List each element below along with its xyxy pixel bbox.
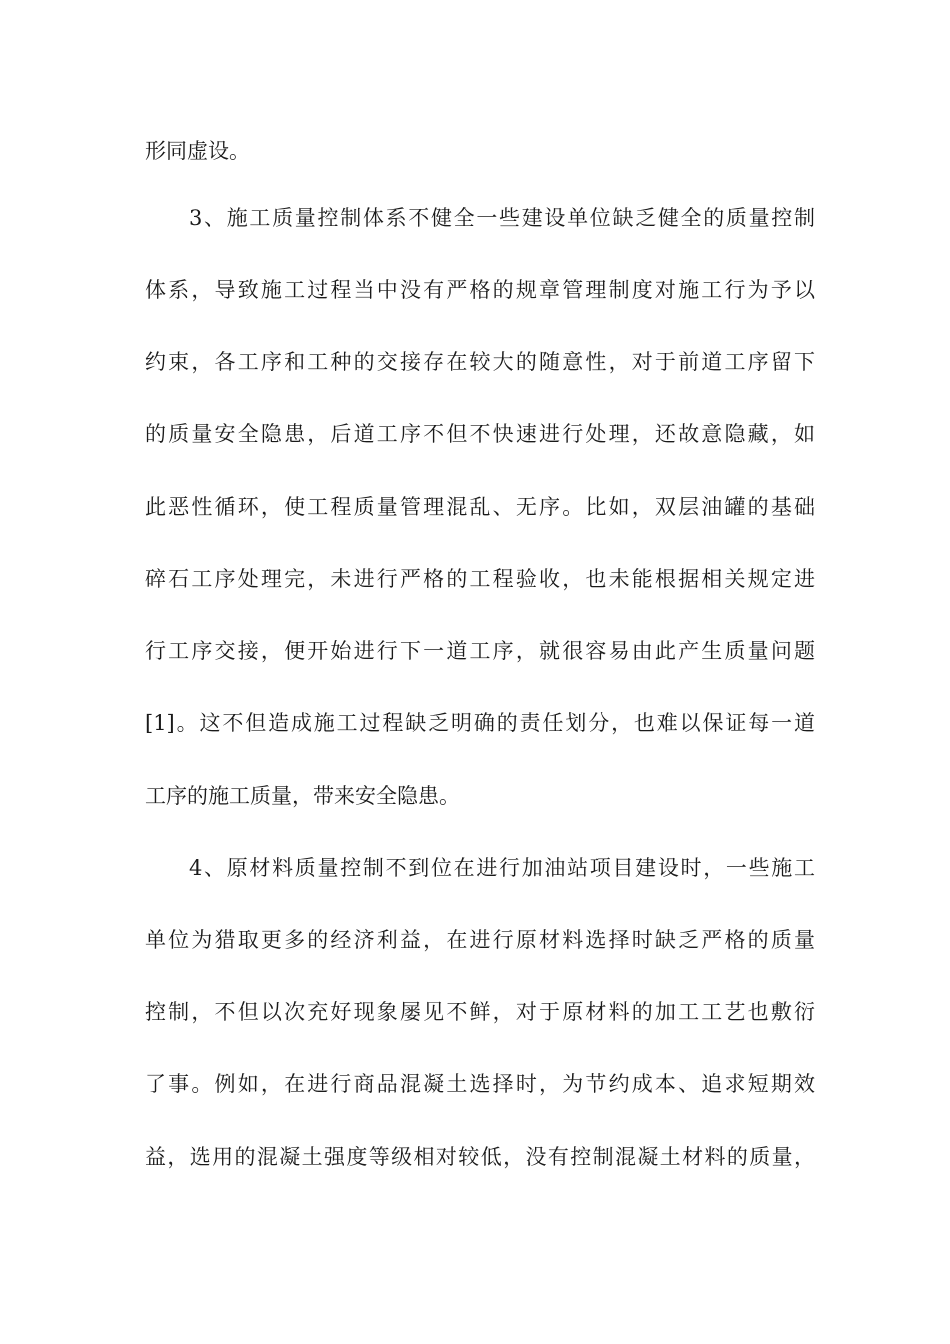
paragraph-heading-4: 4、原材料质量控制不到位在进行加油站项目建设时，一些施工 — [189, 856, 815, 880]
text-line-15: 益，选用的混凝土强度等级相对较低，没有控制混凝土材料的质量， — [145, 1145, 815, 1169]
text-line-5: 的质量安全隐患，后道工序不但不快速进行处理，还故意隐藏，如 — [145, 422, 815, 446]
text-line-1: 形同虚设。 — [145, 139, 250, 163]
text-line-4: 约束，各工序和工种的交接存在较大的随意性，对于前道工序留下 — [145, 350, 815, 374]
text-line-12: 单位为猎取更多的经济利益，在进行原材料选择时缺乏严格的质量 — [145, 928, 815, 952]
text-line-7: 碎石工序处理完，未进行严格的工程验收，也未能根据相关规定进 — [145, 567, 815, 591]
text-line-14: 了事。例如，在进行商品混凝土选择时，为节约成本、追求短期效 — [145, 1072, 815, 1096]
text-line-13: 控制，不但以次充好现象屡见不鲜，对于原材料的加工工艺也敷衍 — [145, 1000, 815, 1024]
text-line-8: 行工序交接，便开始进行下一道工序，就很容易由此产生质量问题 — [145, 639, 815, 663]
text-line-3: 体系，导致施工过程当中没有严格的规章管理制度对施工行为予以 — [145, 278, 815, 302]
text-line-6: 此恶性循环，使工程质量管理混乱、无序。比如，双层油罐的基础 — [145, 495, 815, 519]
text-line-10: 工序的施工质量，带来安全隐患。 — [145, 784, 460, 808]
paragraph-heading-3: 3、施工质量控制体系不健全一些建设单位缺乏健全的质量控制 — [189, 206, 815, 230]
text-line-9: [1]。这不但造成施工过程缺乏明确的责任划分，也难以保证每一道 — [145, 711, 815, 735]
